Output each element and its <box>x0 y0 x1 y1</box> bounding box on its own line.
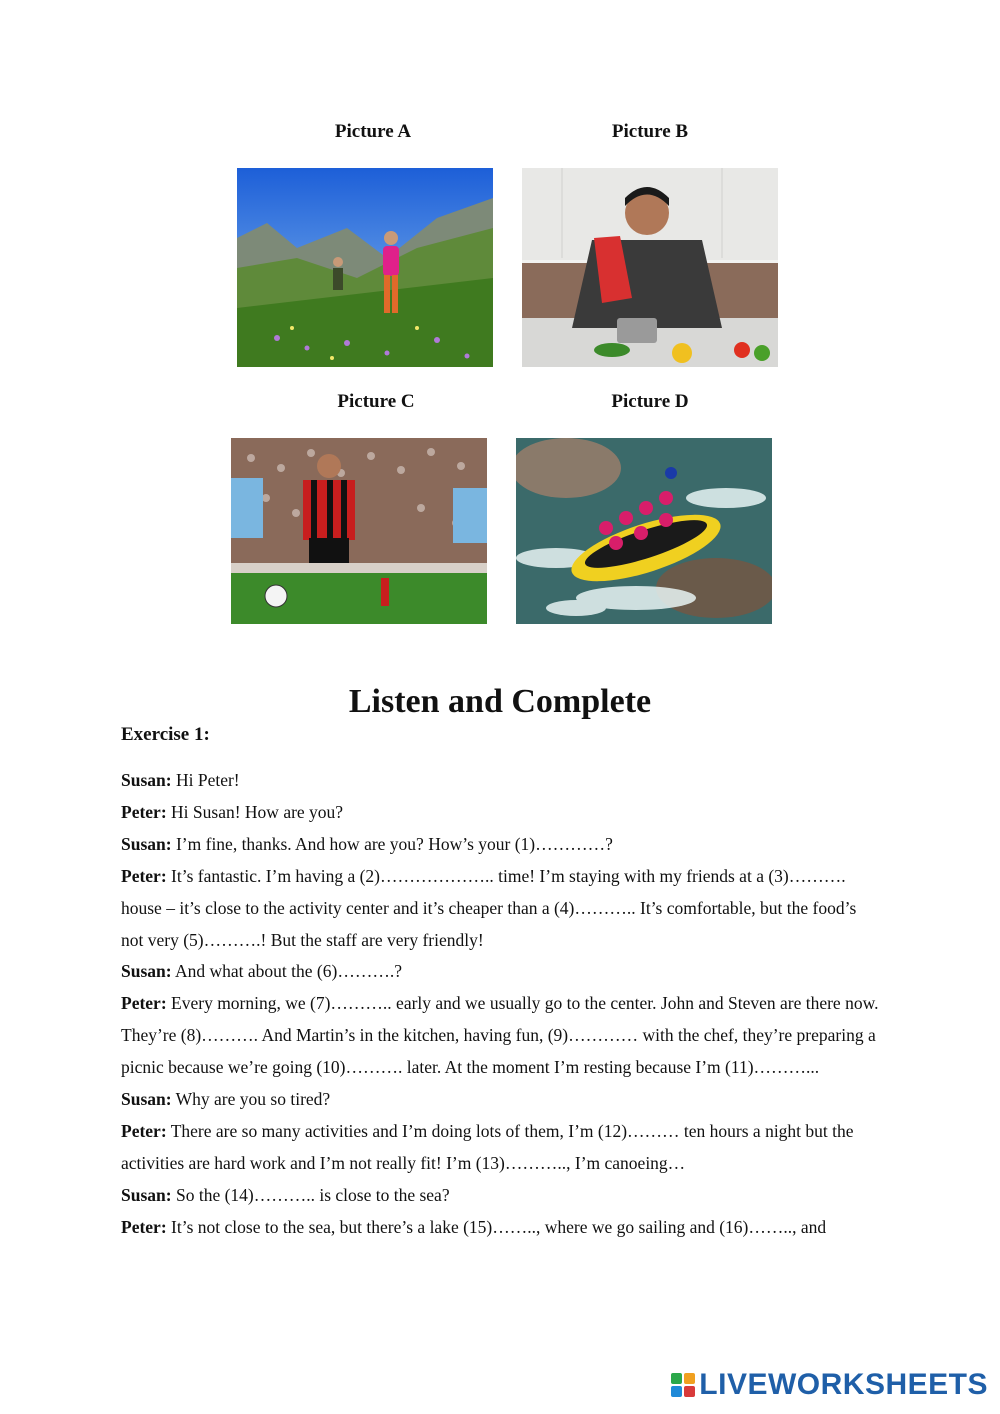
speaker: Peter: <box>121 865 167 886</box>
line-text: So the (14)……….. is close to the sea? <box>171 1184 450 1205</box>
line-text: And what about the (6)……….? <box>171 961 402 982</box>
dialogue-line <box>121 1084 881 1116</box>
line-text: Hi Susan! How are you? <box>166 801 344 822</box>
picture-d-rafting <box>516 438 772 624</box>
logo-icon <box>671 1373 695 1397</box>
brand-name: LIVEWORKSHEETS <box>699 1368 988 1401</box>
dialogue <box>121 765 881 1244</box>
exercise-label: Exercise 1: <box>121 724 210 745</box>
dialogue-line <box>121 765 881 797</box>
speaker: Peter: <box>121 801 167 822</box>
picture-c-caption: Picture C <box>337 391 415 412</box>
line-text: Why are you so tired? <box>171 1089 331 1110</box>
line-text: It’s fantastic. I’m having a (2)……………….. time! I’m staying with my friends at a (3)………. house – it’s close to the activity center and it’s cheaper than a (4)……….. It’s comfortable, but the food’s not very (5)……….! But the staff are very friendly! <box>121 865 857 950</box>
dialogue-line <box>121 861 881 957</box>
line-text: I’m fine, thanks. And how are you? How’s your (1)…………? <box>171 833 613 854</box>
picture-d-caption: Picture D <box>611 391 689 412</box>
dialogue-line <box>121 797 881 829</box>
speaker: Susan: <box>121 1089 172 1110</box>
picture-a-caption: Picture A <box>334 121 412 142</box>
line-text: Hi Peter! <box>171 770 240 790</box>
dialogue-line <box>121 829 881 861</box>
dialogue-line <box>121 988 881 1084</box>
speaker: Peter: <box>121 993 167 1014</box>
picture-b-cooking <box>522 168 778 367</box>
picture-b-caption: Picture B <box>611 121 689 142</box>
dialogue-line <box>121 956 881 988</box>
dialogue-line <box>121 1116 881 1180</box>
line-text: It’s not close to the sea, but there’s a lake (15)…….., where we go sailing and (16)…….., and <box>166 1216 827 1237</box>
picture-c-football <box>231 438 487 624</box>
speaker: Peter: <box>121 1120 167 1141</box>
speaker: Susan: <box>121 961 172 982</box>
speaker: Susan: <box>121 1184 172 1205</box>
picture-a-hiking <box>237 168 493 367</box>
dialogue-line <box>121 1212 881 1244</box>
liveworksheets-logo[interactable] <box>671 1368 988 1402</box>
line-text: Every morning, we (7)……….. early and we usually go to the center. John and Steven are there now. They’re (8)………. And Martin’s in the kitchen, having fun, (9)………… with the chef, they’re preparing a picnic because we’re going (10)………. later. At the moment I’m resting because I’m (11)………... <box>121 993 879 1078</box>
line-text: There are so many activities and I’m doing lots of them, I’m (12)……… ten hours a night but the activities are hard work and I’m not really fit! I’m (13)……….., I’m canoeing… <box>121 1120 854 1173</box>
speaker: Peter: <box>121 1216 167 1237</box>
speaker: Susan: <box>121 770 172 790</box>
page-title: Listen and Complete <box>348 683 652 720</box>
dialogue-line <box>121 1180 881 1212</box>
speaker: Susan: <box>121 833 172 854</box>
